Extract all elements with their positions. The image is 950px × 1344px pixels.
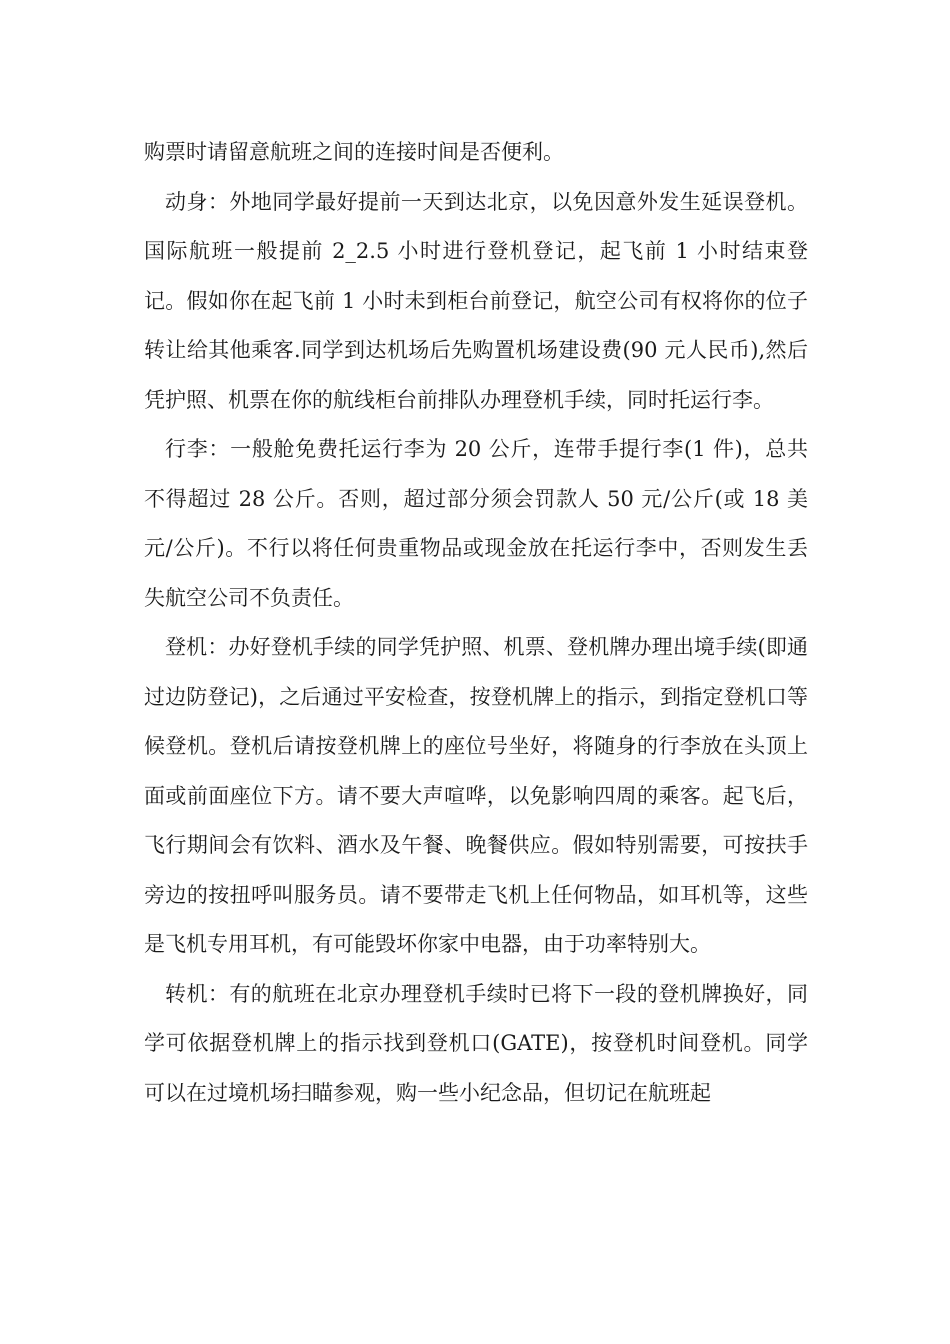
document-body: [144, 128, 808, 1118]
paragraph-boarding: 登机：办好登机手续的同学凭护照、机票、登机牌办理出境手续(即通过边防登记)，之后通过平安检查，按登机牌上的指示，到指定登机口等候登机。登机后请按登机牌上的座位号坐好，将随身的行李放在头顶上面或前面座位下方。请不要大声喧哗，以免影响四周的乘客。起飞后，飞行期间会有饮料、酒水及午餐、晚餐供应。假如特别需要，可按扶手旁边的按扭呼叫服务员。请不要带走飞机上任何物品，如耳机等，这些是飞机专用耳机，有可能毁坏你家中电器，由于功率特别大。: [144, 635, 808, 956]
paragraph-transfer: 转机：有的航班在北京办理登机手续时已将下一段的登机牌换好，同学可依据登机牌上的指示找到登机口(GATE)，按登机时间登机。同学可以在过境机场扫瞄参观，购一些小纪念品，但切记在航班起: [144, 981, 808, 1105]
paragraph-luggage: 行李：一般舱免费托运行李为 20 公斤，连带手提行李(1 件)，总共不得超过 28 公斤。否则，超过部分须会罚款人 50 元/公斤(或 18 美元/公斤)。不行以将任何贵重物品或现金放在托运行李中，否则发生丢失航空公司不负责任。: [144, 437, 808, 610]
paragraph-departure: 动身：外地同学最好提前一天到达北京，以免因意外发生延误登机。国际航班一般提前 2_2.5 小时进行登机登记，起飞前 1 小时结束登记。假如你在起飞前 1 小时未到柜台前登记，航空公司有权将你的位子转让给其他乘客.同学到达机场后先购置机场建设费(90 元人民币),然后凭护照、机票在你的航线柜台前排队办理登机手续，同时托运行李。: [144, 189, 808, 412]
paragraph-continuation: 购票时请留意航班之间的连接时间是否便利。: [144, 140, 564, 164]
